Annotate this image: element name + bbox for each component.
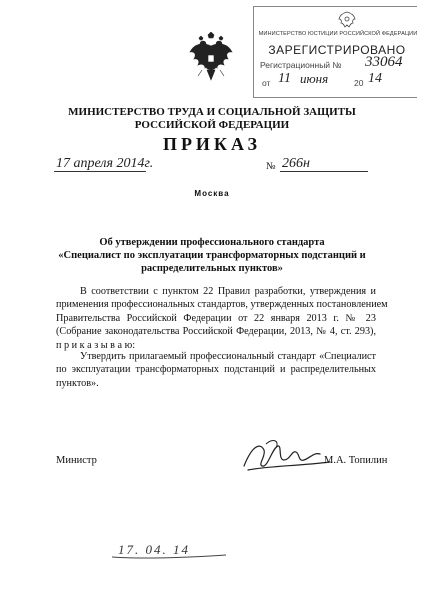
paragraph-line: применения профессиональных стандартов, утвержденных постановлением <box>56 299 388 311</box>
paragraph-line: п р и к а з ы в а ю: <box>56 339 136 351</box>
stamp-date-year-printed: 20 <box>354 78 364 88</box>
ministry-name <box>0 106 424 132</box>
stamp-date-day: 11 <box>278 71 291 86</box>
ministry-name-line2: РОССИЙСКОЙ ФЕДЕРАЦИИ <box>134 119 290 131</box>
order-date: 17 апреля 2014г. <box>56 156 154 171</box>
order-title-line1: Об утверждении профессионального стандарта <box>99 237 325 248</box>
paragraph-line: В соответствии с пунктом 22 Правил разработки, утверждения и <box>80 286 376 297</box>
order-number-underline <box>280 171 368 172</box>
order-number: 266н <box>282 156 310 171</box>
stamp-registration-label: Регистрационный № <box>260 60 342 70</box>
signer-title: Министр <box>56 455 97 466</box>
paragraph-line: по эксплуатации трансформаторных подстанций и распределительных <box>56 364 376 376</box>
stamp-registered-label: ЗАРЕГИСТРИРОВАНО <box>268 43 406 57</box>
coat-of-arms-icon <box>188 32 234 84</box>
document-type: ПРИКАЗ <box>162 134 262 154</box>
city: Москва <box>194 189 230 198</box>
stamp-organization: МИНИСТЕРСТВО ЮСТИЦИИ РОССИЙСКОЙ ФЕДЕРАЦИИ <box>258 31 418 37</box>
order-title-line2: «Специалист по эксплуатации трансформаторных подстанций и <box>58 250 366 261</box>
paragraph-line: (Собрание законодательства Российской Федерации, 2013, № 4, ст. 293), <box>56 326 376 338</box>
stamp-date-prefix: от <box>262 78 271 88</box>
order-title-line3: распределительных пунктов» <box>141 263 283 274</box>
order-number-label: № <box>266 161 276 172</box>
body-paragraph-1 <box>56 285 388 352</box>
stamp-date-month: июня <box>300 71 329 86</box>
paragraph-line: Утвердить прилагаемый профессиональный стандарт «Специалист <box>80 351 376 362</box>
order-date-underline <box>54 171 146 172</box>
stamp-date-year-handwritten: 14 <box>368 71 382 86</box>
signer-name: М.А. Топилин <box>324 455 388 466</box>
order-title <box>40 236 384 275</box>
handwritten-date: 17. 04. 14 <box>118 542 190 557</box>
body-paragraph-2 <box>56 350 376 390</box>
stamp-registration-number: 33064 <box>365 54 403 70</box>
handwritten-signature <box>238 436 334 476</box>
paragraph-line: Правительства Российской Федерации от 22 января 2013 г. № 23 <box>56 312 376 324</box>
paragraph-line: пунктов». <box>56 377 99 389</box>
ministry-name-line1: МИНИСТЕРСТВО ТРУДА И СОЦИАЛЬНОЙ ЗАЩИТЫ <box>68 106 356 118</box>
stamp-emblem-icon <box>338 10 356 30</box>
